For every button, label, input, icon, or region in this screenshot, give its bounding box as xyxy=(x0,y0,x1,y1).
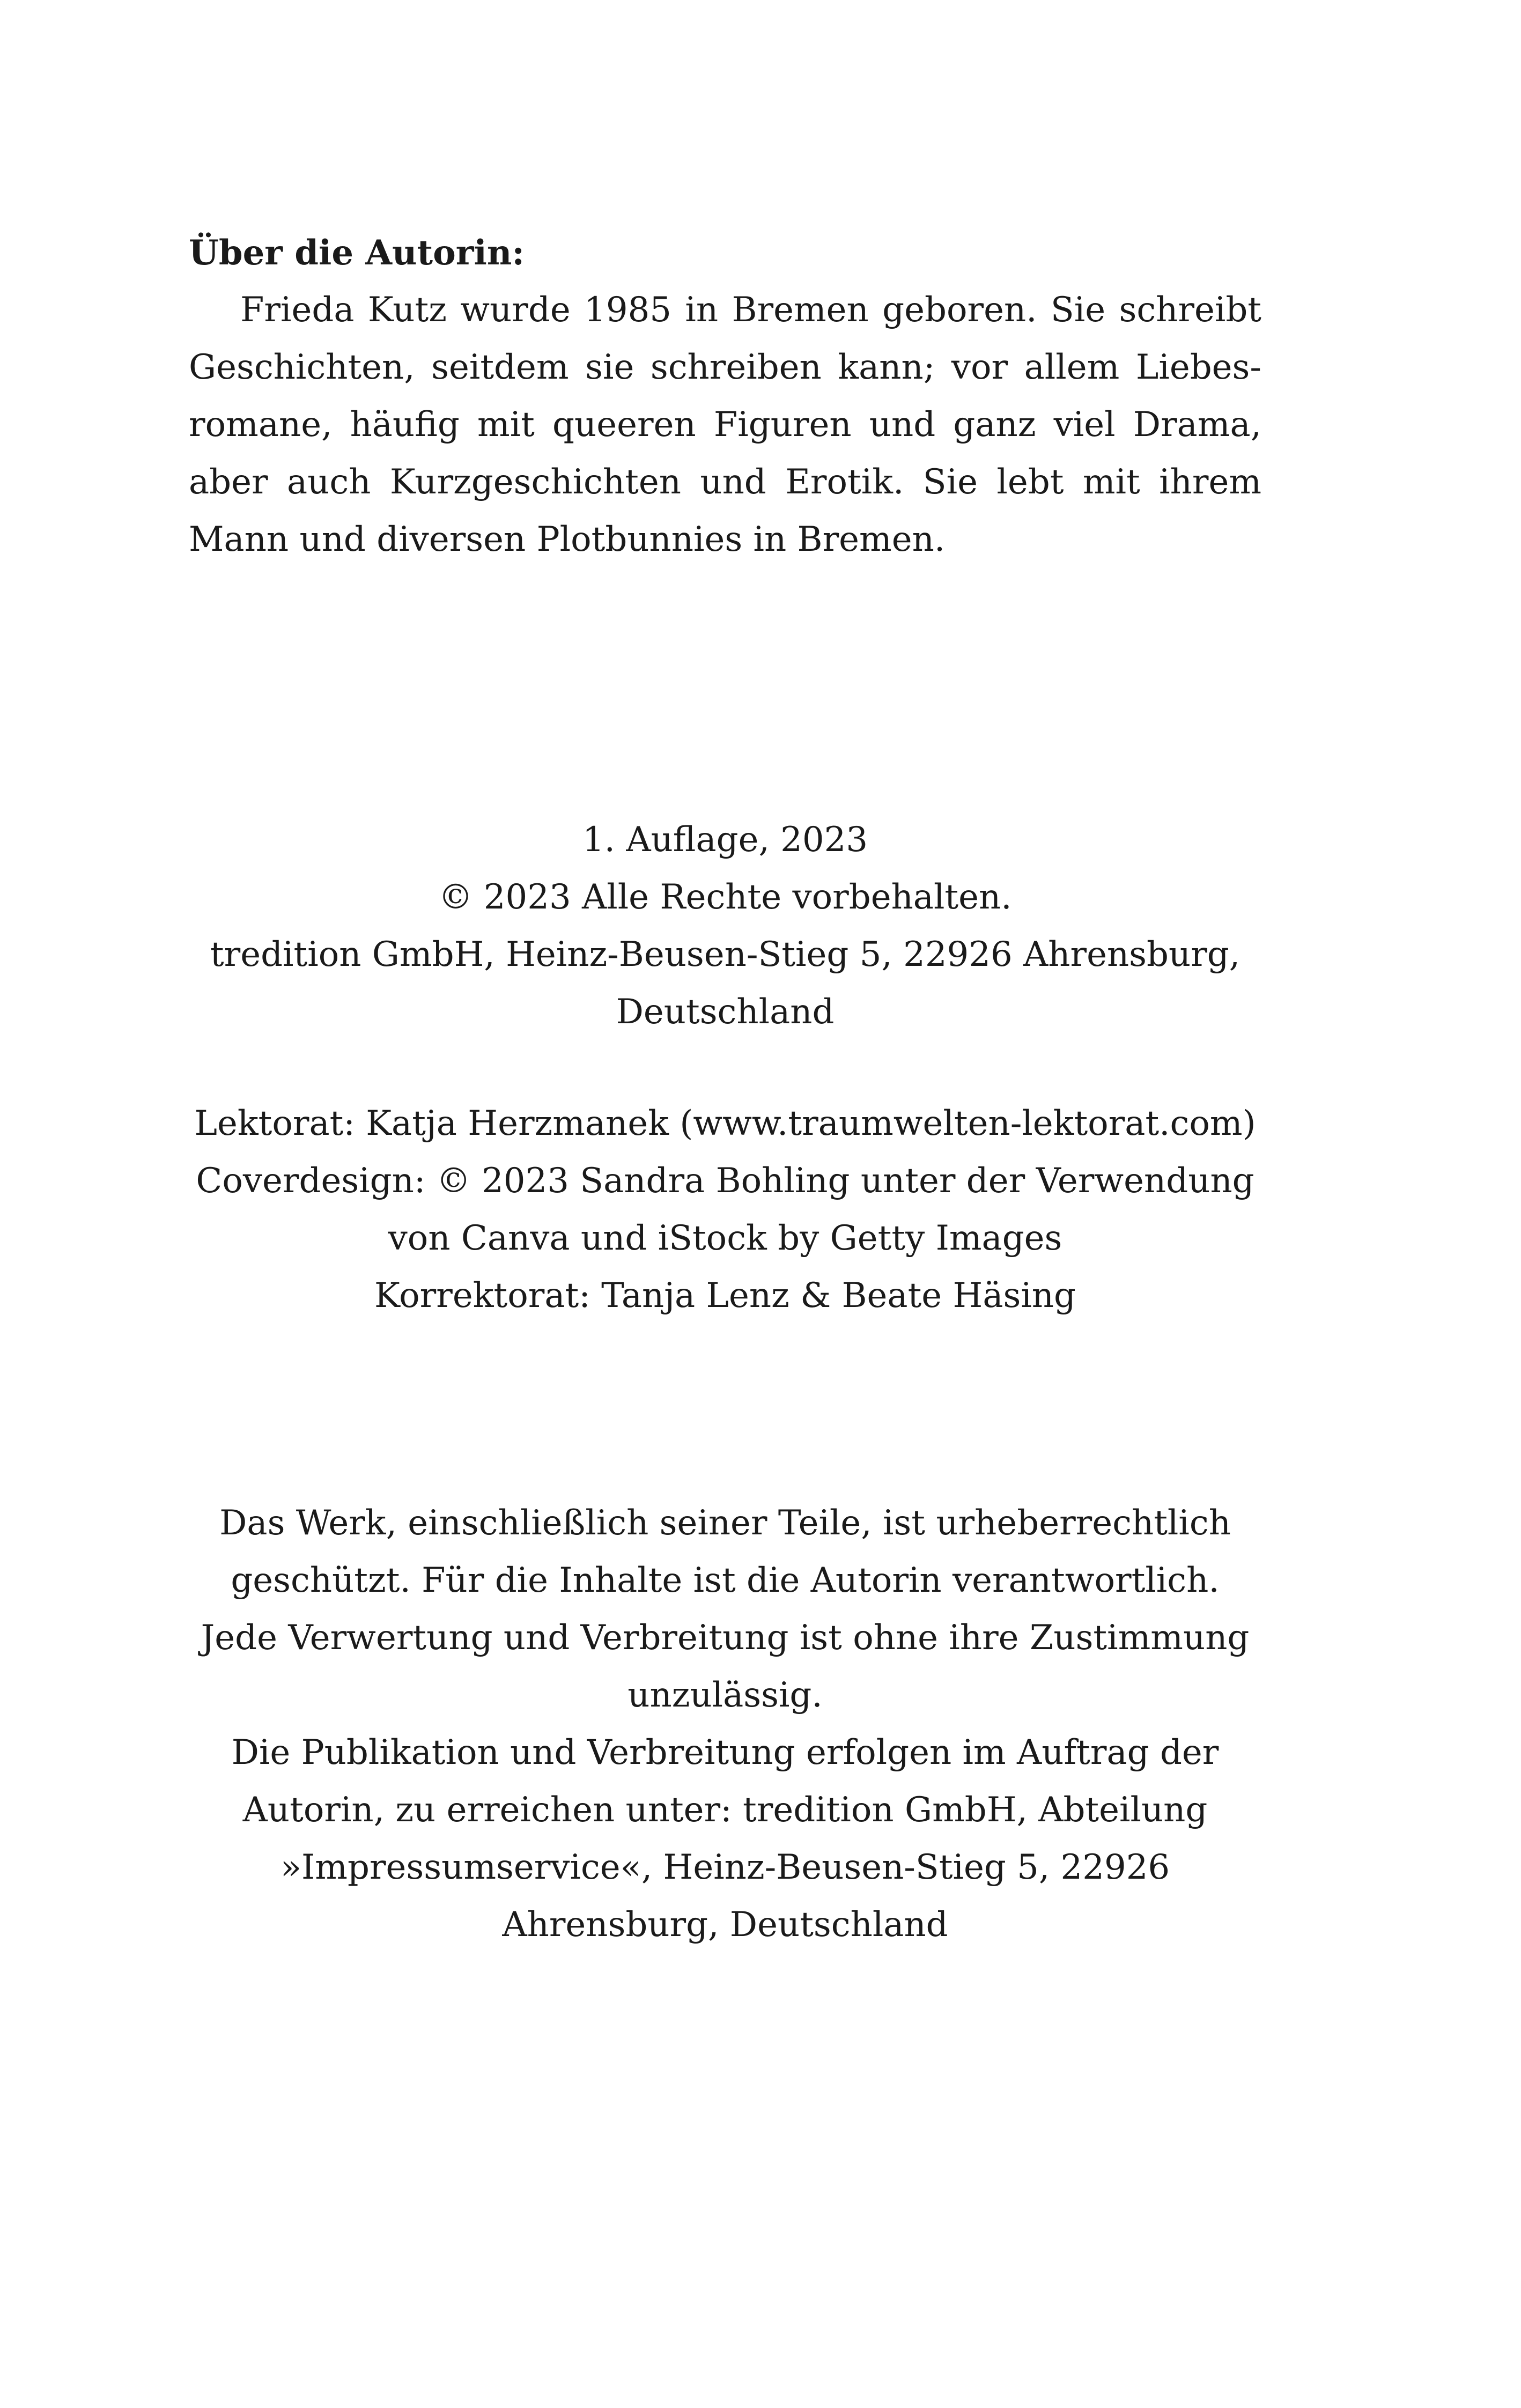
about-author-line: aber auch Kurzgeschichten und Erotik. Sie lebt mit ihrem xyxy=(189,462,1261,502)
cover-design-credit-line: von Canva und iStock by Getty Images xyxy=(388,1218,1062,1258)
legal-notice-line: Ahrensburg, Deutschland xyxy=(502,1905,948,1945)
legal-notice-line: Das Werk, einschließlich seiner Teile, ist urheberrechtlich xyxy=(219,1503,1231,1543)
about-author-section xyxy=(189,224,1261,568)
about-author-heading: Über die Autorin: xyxy=(189,233,525,273)
legal-notice-line: Autorin, zu erreichen unter: tredition GmbH, Abteilung xyxy=(242,1790,1208,1830)
edition-line: 1. Auflage, 2023 xyxy=(582,820,868,860)
cover-design-credit-line: Coverdesign: © 2023 Sandra Bohling unter der Verwendung xyxy=(196,1161,1254,1201)
legal-notice-line: »Impressumservice«, Heinz-Beusen-Stieg 5, 22926 xyxy=(280,1848,1170,1887)
copyright-line: © 2023 Alle Rechte vorbehalten. xyxy=(438,877,1012,917)
publisher-country-line: Deutschland xyxy=(616,992,835,1032)
legal-notice-line: unzulässig. xyxy=(627,1675,823,1715)
about-author-line: Mann und diversen Plotbunnies in Bremen. xyxy=(189,520,946,559)
legal-notice-line: geschützt. Für die Inhalte ist die Autorin verantwortlich. xyxy=(231,1561,1220,1600)
proofreading-credit-line: Korrektorat: Tanja Lenz & Beate Häsing xyxy=(374,1276,1076,1316)
about-author-line: Frieda Kutz wurde 1985 in Bremen geboren. Sie schreibt xyxy=(240,290,1261,330)
credits-section xyxy=(189,1095,1261,1325)
about-author-line: romane, häufig mit queeren Figuren und ganz viel Drama, xyxy=(189,405,1261,445)
publisher-address-line: tredition GmbH, Heinz-Beusen-Stieg 5, 22926 Ahrensburg, xyxy=(210,935,1241,974)
about-author-line: Geschichten, seitdem sie schreiben kann; vor allem Liebes- xyxy=(189,348,1261,387)
legal-notice-line: Die Publikation und Verbreitung erfolgen im Auftrag der xyxy=(231,1733,1219,1772)
legal-notice-line: Jede Verwertung und Verbreitung ist ohne ihre Zustimmung xyxy=(201,1618,1250,1658)
legal-notice-section xyxy=(189,1495,1261,1954)
imprint-section xyxy=(189,811,1261,1041)
editing-credit-line: Lektorat: Katja Herzmanek (www.traumwelten-lektorat.com) xyxy=(194,1104,1256,1143)
